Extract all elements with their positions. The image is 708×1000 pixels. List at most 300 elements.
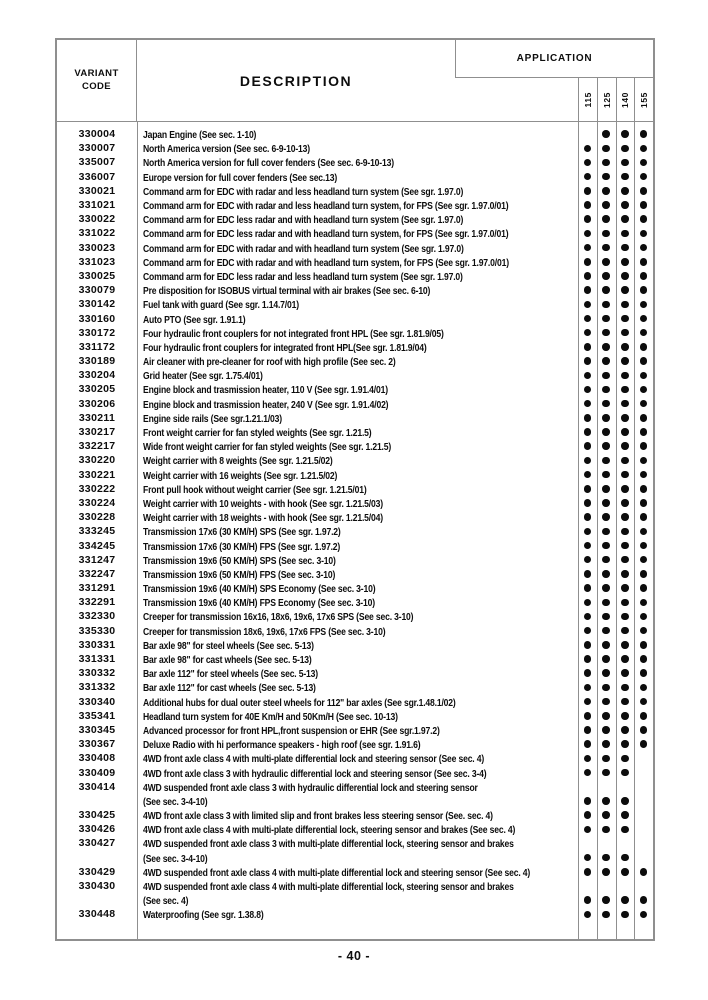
application-cell-115: [578, 354, 597, 368]
application-dot: [584, 740, 592, 748]
application-dot: [602, 542, 610, 550]
description-text: Weight carrier with 10 weights - with hook (See sgr. 1.21.5/03): [143, 498, 383, 510]
variant-code-cell: 331291: [78, 582, 116, 595]
application-dot: [602, 712, 610, 720]
application-cell-115: [578, 226, 597, 240]
application-cell-125: [597, 212, 616, 226]
application-cell-140: [616, 311, 635, 325]
application-dot: [640, 911, 648, 919]
application-cell-140: [616, 553, 635, 567]
application-cell-140: [616, 624, 635, 638]
application-cell-140: [616, 354, 635, 368]
application-cell-140: [616, 283, 635, 297]
application-dot: [640, 485, 648, 493]
application-cell-115: [578, 411, 597, 425]
application-dot: [602, 755, 610, 763]
application-dot: [621, 769, 629, 777]
application-dot: [640, 528, 648, 536]
application-dot: [584, 414, 592, 422]
application-dot: [621, 854, 629, 862]
application-cell-125: [597, 865, 616, 879]
description-text: Engine side rails (See sgr.1.21.1/03): [143, 413, 282, 425]
application-cell-125: [597, 836, 616, 850]
application-cell-140: [616, 638, 635, 652]
application-dot: [584, 329, 592, 337]
application-cell-125: [597, 524, 616, 538]
variant-code-header: [57, 40, 137, 122]
description-text: Command arm for EDC less radar and with headland turn system (See sgr. 1.97.0): [143, 215, 464, 227]
application-cell-115: [578, 624, 597, 638]
application-cell-155: [634, 425, 653, 439]
application-dot: [621, 641, 629, 649]
application-cell-115: [578, 496, 597, 510]
application-cell-125: [597, 127, 616, 141]
application-cell-155: [634, 638, 653, 652]
application-dot: [621, 130, 629, 138]
description-text: Air cleaner with pre-cleaner for roof with high profile (See sec. 2): [143, 357, 396, 369]
application-dot: [602, 329, 610, 337]
application-dot: [640, 457, 648, 465]
variant-code-cell: 331172: [78, 340, 116, 353]
variant-code-cell: 330224: [78, 496, 116, 509]
variant-code-cell: 330217: [78, 426, 116, 439]
application-cell-155: [634, 581, 653, 595]
table-body: [57, 122, 653, 939]
application-dot: [640, 386, 648, 394]
application-dot: [621, 528, 629, 536]
application-dot: [640, 513, 648, 521]
application-cell-140: [616, 468, 635, 482]
application-dot: [621, 698, 629, 706]
application-header-label: APPLICATION: [516, 53, 593, 64]
application-dot: [602, 698, 610, 706]
application-dot: [640, 698, 648, 706]
variant-code-cell: 330367: [78, 738, 116, 751]
application-dot: [621, 145, 629, 153]
application-cell-115: [578, 468, 597, 482]
application-dot: [640, 542, 648, 550]
application-cell-125: [597, 326, 616, 340]
application-column-labels: [578, 78, 653, 122]
application-cell-115: [578, 609, 597, 623]
application-dot: [640, 428, 648, 436]
application-cell-140: [616, 865, 635, 879]
application-cell-155: [634, 453, 653, 467]
application-cell-125: [597, 624, 616, 638]
application-dot: [584, 641, 592, 649]
application-cell-140: [616, 411, 635, 425]
application-cell-115: [578, 879, 597, 893]
application-dot: [621, 357, 629, 365]
application-cell-155: [634, 879, 653, 893]
application-dot: [640, 726, 648, 734]
description-text: Fuel tank with guard (See sgr. 1.14.7/01): [143, 300, 299, 312]
variant-code-cell: 333245: [78, 525, 116, 538]
application-cell-125: [597, 226, 616, 240]
application-cell-140: [616, 439, 635, 453]
application-cell-155: [634, 709, 653, 723]
application-dot: [602, 911, 610, 919]
column-divider: [137, 122, 138, 939]
application-cell-155: [634, 382, 653, 396]
variant-code-cell: 332330: [78, 610, 116, 623]
application-dot: [602, 797, 610, 805]
application-cell-155: [634, 538, 653, 552]
variant-code-cell: 330332: [78, 667, 116, 680]
application-dot: [621, 513, 629, 521]
variant-code-cell: 330448: [78, 908, 116, 921]
variant-code-cell: 330430: [78, 880, 116, 893]
application-cell-125: [597, 382, 616, 396]
application-dot: [584, 755, 592, 763]
application-cell-115: [578, 425, 597, 439]
variant-code-cell: 330408: [78, 752, 116, 765]
application-dot: [640, 471, 648, 479]
application-dot: [602, 641, 610, 649]
application-cell-140: [616, 397, 635, 411]
application-dot: [621, 485, 629, 493]
application-dot: [621, 599, 629, 607]
application-dot: [640, 613, 648, 621]
application-cell-125: [597, 780, 616, 794]
application-cell-115: [578, 340, 597, 354]
variant-code-cell: 335341: [78, 709, 116, 722]
application-dot: [621, 244, 629, 252]
column-label-155: 155: [639, 92, 650, 108]
column-divider: [597, 122, 598, 939]
variant-code-cell: 330079: [78, 284, 116, 297]
application-dot: [584, 145, 592, 153]
application-cell-125: [597, 567, 616, 581]
application-dot: [602, 130, 610, 138]
description-text: Grid heater (See sgr. 1.75.4/01): [143, 371, 263, 383]
application-cell-155: [634, 255, 653, 269]
application-cell-115: [578, 723, 597, 737]
variant-code-cell: 330222: [78, 482, 116, 495]
application-dot: [602, 258, 610, 266]
application-dot: [584, 215, 592, 223]
application-cell-140: [616, 652, 635, 666]
application-cell-140: [616, 893, 635, 907]
application-dot: [621, 343, 629, 351]
description-text: Creeper for transmission 16x16, 18x6, 19x6, 17x6 SPS (See sec. 3-10): [143, 612, 414, 624]
application-dot: [640, 400, 648, 408]
application-dot: [621, 301, 629, 309]
application-cell-155: [634, 127, 653, 141]
description-text: Transmission 19x6 (40 KM/H) SPS Economy (See sec. 3-10): [143, 584, 376, 596]
application-dot: [621, 315, 629, 323]
application-dot: [602, 215, 610, 223]
application-dot: [602, 357, 610, 365]
application-cell-115: [578, 567, 597, 581]
application-dot: [640, 499, 648, 507]
application-dot: [621, 896, 629, 904]
application-cell-115: [578, 638, 597, 652]
application-dot: [584, 698, 592, 706]
application-cell-115: [578, 808, 597, 822]
application-cell-140: [616, 751, 635, 765]
application-cell-125: [597, 170, 616, 184]
application-dot: [584, 669, 592, 677]
application-dot: [640, 372, 648, 380]
variant-code-cell: 330004: [78, 128, 116, 141]
application-cell-125: [597, 184, 616, 198]
application-cell-115: [578, 652, 597, 666]
table-header: [57, 40, 653, 122]
application-dot: [584, 542, 592, 550]
variant-code-cell: 330409: [78, 766, 116, 779]
application-cell-125: [597, 553, 616, 567]
application-cell-140: [616, 510, 635, 524]
application-dot: [640, 159, 648, 167]
description-cell: [137, 834, 578, 852]
application-dot: [602, 627, 610, 635]
variant-code-cell: 331331: [78, 653, 116, 666]
application-cell-125: [597, 439, 616, 453]
application-cell-115: [578, 297, 597, 311]
description-text: Wide front weight carrier for fan styled weights (See sgr. 1.21.5): [143, 442, 392, 454]
application-cell-140: [616, 141, 635, 155]
description-text: Transmission 19x6 (50 KM/H) FPS (See sec. 3-10): [143, 569, 336, 581]
variant-code-cell: 330160: [78, 312, 116, 325]
application-dot: [584, 584, 592, 592]
application-dot: [584, 627, 592, 635]
application-column-header-115: [578, 78, 597, 122]
application-cell-125: [597, 595, 616, 609]
application-cell-140: [616, 326, 635, 340]
application-cell-115: [578, 170, 597, 184]
application-dot: [621, 684, 629, 692]
application-column-header-125: [597, 78, 616, 122]
application-dot: [602, 896, 610, 904]
description-text: Additional hubs for dual outer steel wheels for 112" bar axles (See sgr.1.48.1/02): [143, 697, 456, 709]
application-cell-140: [616, 879, 635, 893]
application-dot: [584, 187, 592, 195]
application-dot: [602, 726, 610, 734]
variant-code-cell: 330228: [78, 511, 116, 524]
application-dot: [621, 911, 629, 919]
application-cell-115: [578, 453, 597, 467]
description-text: Headland turn system for 40E Km/H and 50Km/H (See sec. 10-13): [143, 711, 398, 723]
application-cell-140: [616, 666, 635, 680]
application-cell-155: [634, 368, 653, 382]
application-cell-155: [634, 482, 653, 496]
application-dot: [621, 414, 629, 422]
application-dot: [621, 187, 629, 195]
column-divider: [578, 122, 579, 939]
variant-code-cell: 332247: [78, 567, 116, 580]
variant-code-cell: 330172: [78, 326, 116, 339]
variant-code-cell: 330007: [78, 142, 116, 155]
variant-code-cell: 330022: [78, 213, 116, 226]
application-dot: [640, 201, 648, 209]
application-cell-140: [616, 340, 635, 354]
application-dot: [640, 655, 648, 663]
application-cell-125: [597, 652, 616, 666]
application-dot: [640, 329, 648, 337]
application-dot: [584, 868, 592, 876]
application-dot: [640, 641, 648, 649]
application-cell-125: [597, 765, 616, 779]
application-cell-155: [634, 723, 653, 737]
application-dot: [640, 712, 648, 720]
application-cell-155: [634, 695, 653, 709]
application-cell-140: [616, 822, 635, 836]
application-cell-140: [616, 226, 635, 240]
variant-code-cell: 332217: [78, 440, 116, 453]
description-text: Command arm for EDC with radar and with headland turn system, for FPS (See sgr. 1.97.0/01): [143, 257, 509, 269]
application-cell-140: [616, 595, 635, 609]
application-cell-155: [634, 198, 653, 212]
application-cell-140: [616, 382, 635, 396]
application-cell-125: [597, 141, 616, 155]
application-dot: [584, 386, 592, 394]
application-cell-115: [578, 141, 597, 155]
application-cell-140: [616, 368, 635, 382]
description-text: 4WD suspended front axle class 4 with multi-plate differential lock and steering sensor (See sec. 4): [143, 867, 531, 879]
application-dot: [640, 414, 648, 422]
application-dot: [584, 613, 592, 621]
application-dot: [602, 811, 610, 819]
application-cell-125: [597, 496, 616, 510]
description-text: Four hydraulic front couplers for integrated front HPL(See sgr. 1.81.9/04): [143, 342, 427, 354]
application-cell-125: [597, 851, 616, 865]
application-dot: [584, 655, 592, 663]
description-text: Command arm for EDC with radar and less headland turn system (See sgr. 1.97.0): [143, 186, 464, 198]
application-cell-115: [578, 865, 597, 879]
application-dot: [584, 826, 592, 834]
application-cell-125: [597, 737, 616, 751]
variant-code-cell: 330211: [78, 411, 116, 424]
application-dot: [602, 471, 610, 479]
application-dot: [584, 343, 592, 351]
application-cell-115: [578, 283, 597, 297]
application-dot: [621, 542, 629, 550]
application-cell-140: [616, 482, 635, 496]
description-text: 4WD suspended front axle class 4 with multi-plate differential lock, steering sensor and brakes: [143, 882, 514, 894]
description-text: (See sec. 4): [143, 896, 189, 908]
application-dot: [621, 570, 629, 578]
application-cell-115: [578, 241, 597, 255]
application-cell-125: [597, 269, 616, 283]
application-cell-125: [597, 794, 616, 808]
application-dot: [584, 471, 592, 479]
application-cell-115: [578, 510, 597, 524]
application-cell-140: [616, 212, 635, 226]
application-cell-125: [597, 581, 616, 595]
application-dot: [584, 272, 592, 280]
application-cell-155: [634, 794, 653, 808]
description-cell: [137, 877, 578, 895]
application-dot: [602, 613, 610, 621]
variant-code-cell: 330425: [78, 809, 116, 822]
description-text: 4WD front axle class 4 with multi-plate differential lock and steering sensor (See sec. 4): [143, 754, 485, 766]
application-dot: [584, 797, 592, 805]
application-cell-115: [578, 907, 597, 921]
application-dot: [602, 372, 610, 380]
application-cell-115: [578, 368, 597, 382]
application-dot: [602, 442, 610, 450]
application-cell-115: [578, 397, 597, 411]
application-cell-155: [634, 780, 653, 794]
variant-code-cell: 331022: [78, 227, 116, 240]
description-header: [137, 40, 455, 122]
application-cell-115: [578, 198, 597, 212]
description-text: Auto PTO (See sgr. 1.91.1): [143, 314, 246, 326]
variant-code-cell: 331247: [78, 553, 116, 566]
description-text: 4WD front axle class 3 with hydraulic differential lock and steering sensor (See sec. 3-4): [143, 768, 487, 780]
application-dot: [621, 584, 629, 592]
application-dot: [621, 386, 629, 394]
application-cell-155: [634, 269, 653, 283]
application-cell-140: [616, 127, 635, 141]
description-header-label: DESCRIPTION: [239, 73, 353, 89]
application-dot: [640, 272, 648, 280]
application-dot: [584, 896, 592, 904]
application-cell-140: [616, 794, 635, 808]
variant-code-cell: 330142: [78, 298, 116, 311]
description-text: Europe version for full cover fenders (See sec.13): [143, 172, 338, 184]
application-cell-115: [578, 695, 597, 709]
description-text: Engine block and trasmission heater, 240 V (See sgr. 1.91.4/02): [143, 399, 389, 411]
application-dot: [602, 457, 610, 465]
application-cell-115: [578, 751, 597, 765]
description-cell: [137, 863, 578, 881]
application-cell-115: [578, 382, 597, 396]
variant-code-cell: 330206: [78, 397, 116, 410]
description-text: Front pull hook without weight carrier (See sgr. 1.21.5/01): [143, 484, 367, 496]
application-cell-125: [597, 751, 616, 765]
application-dot: [640, 740, 648, 748]
application-dot: [640, 145, 648, 153]
description-text: Weight carrier with 8 weights (See sgr. 1.21.5/02): [143, 456, 333, 468]
application-cell-155: [634, 468, 653, 482]
application-cell-155: [634, 297, 653, 311]
variant-code-cell: 330021: [78, 184, 116, 197]
application-dot: [584, 400, 592, 408]
application-cell-140: [616, 567, 635, 581]
description-cell: [137, 905, 578, 923]
variant-code-cell: 330331: [78, 638, 116, 651]
application-dot: [584, 442, 592, 450]
application-dot: [640, 130, 648, 138]
application-cell-140: [616, 184, 635, 198]
application-dot: [640, 301, 648, 309]
column-divider: [616, 122, 617, 939]
variant-code-cell: 335330: [78, 624, 116, 637]
description-text: Transmission 19x6 (40 KM/H) FPS Economy (See sec. 3-10): [143, 598, 375, 610]
application-cell-155: [634, 311, 653, 325]
application-dot: [602, 740, 610, 748]
application-cell-115: [578, 737, 597, 751]
application-cell-125: [597, 680, 616, 694]
application-cell-125: [597, 822, 616, 836]
description-text: Bar axle 98" for steel wheels (See sec. 5-13): [143, 640, 314, 652]
application-cell-140: [616, 297, 635, 311]
application-dot: [602, 513, 610, 521]
description-text: (See sec. 3-4-10): [143, 796, 208, 808]
application-dot: [621, 499, 629, 507]
application-dot: [584, 315, 592, 323]
application-dot: [584, 712, 592, 720]
application-cell-115: [578, 326, 597, 340]
application-dot: [640, 868, 648, 876]
application-dot: [640, 244, 648, 252]
application-dot: [640, 584, 648, 592]
description-text: 4WD front axle class 4 with multi-plate differential lock, steering sensor and brakes (See sec. 4): [143, 825, 516, 837]
application-cell-115: [578, 524, 597, 538]
variant-code-cell: 330220: [78, 454, 116, 467]
